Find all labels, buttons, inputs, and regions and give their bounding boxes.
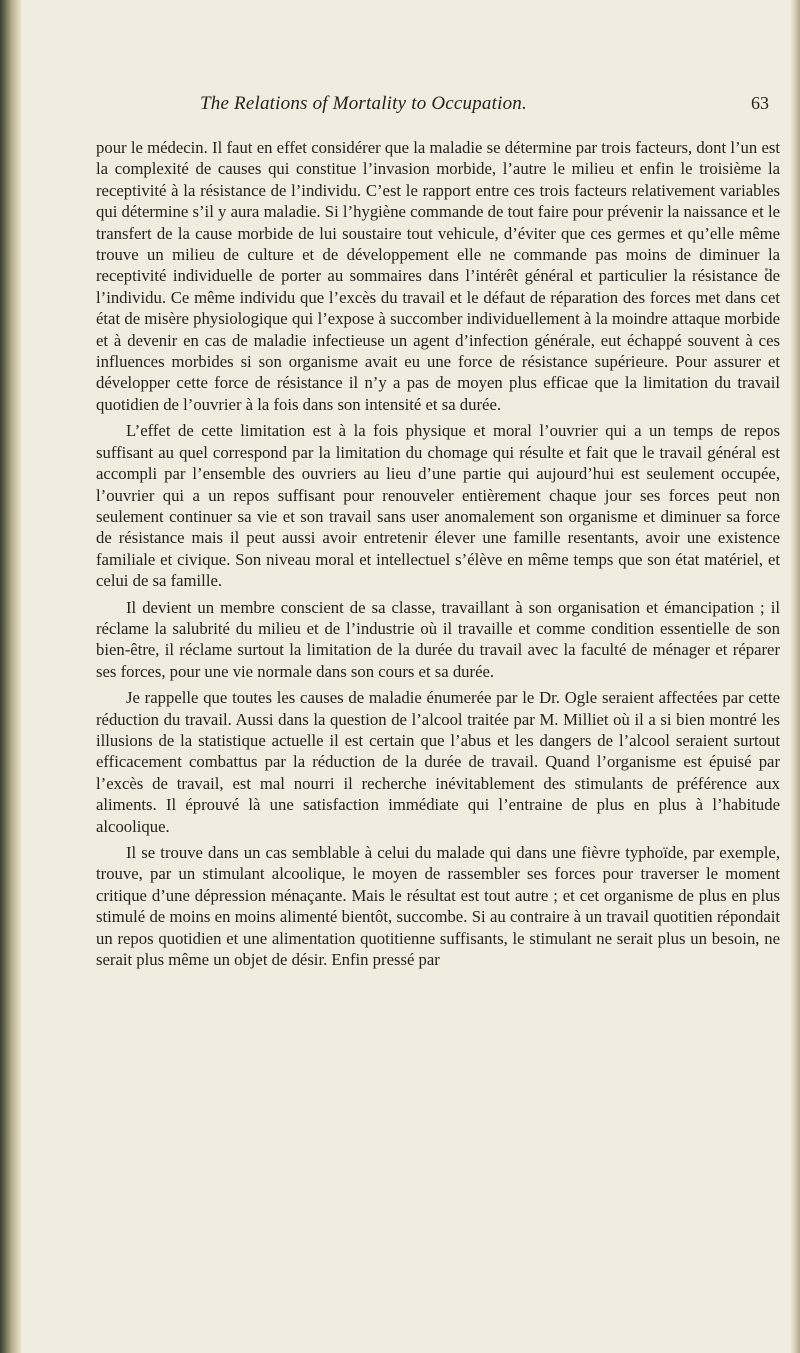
page-binding-edge bbox=[0, 0, 22, 1353]
running-title: The Relations of Mortality to Occupation. bbox=[200, 93, 527, 114]
paragraph: Il se trouve dans un cas semblable à celui du malade qui dans une fièvre typhoïde, par exemple, trouve, par un stimulant alcoolique, le moyen de rassembler ses forces pour traverser le moment critique d’une dépression ménaçante. Mais le résultat est tout autre ; et cet organisme de plus en plus stimulé de moins en moins alimenté bientôt, succombe. Si au contraire à un travail quotitien répondait un repos quotidien et une alimentation quotitienne suffisants, le stimulant ne serait plus un besoin, ne serait plus même un objet de désir. Enfin pressé par bbox=[96, 843, 780, 970]
paragraph: Je rappelle que toutes les causes de maladie énumerée par le Dr. Ogle seraient affectées par cette réduction du travail. Aussi dans la question de l’alcool traitée par M. Milliet où il a si bien montré les illusions de la statistique actuelle il est certain que l’abus et les dangers de l’alcool seraient surtout efficacement combattus par la réduction de la durée de travail. Quand l’organisme est épuisé par l’excès de travail, est mal nourri il recherche inévitablement des stimulants de préférence aux aliments. Il éprouvé là une satisfaction immédiate qui l’entraine de plus en plus à l’habitude alcoolique. bbox=[96, 688, 780, 836]
paragraph: L’effet de cette limitation est à la fois physique et moral l’ouvrier qui a un temps de repos suffisant au quel correspond par la limitation du chomage qui résulte et fait que le travail général est accompli par l’ensemble des ouvriers au lieu d’une partie qui aujourd’hui est seulement occupée, l’ouvrier qui a un repos suffisant pour renouveler entièrement chaque jour ses forces peut non seulement continuer sa vie et son travail sans user anomalement son organisme et diminuer sa force de résistance mais il peut aussi avoir entretenir élever une famille resentants, avoir une existence familiale et civique. Son niveau moral et intellectuel s’élève en même temps que son état matériel, et celui de sa famille. bbox=[96, 421, 780, 591]
page-header bbox=[96, 93, 776, 117]
page-number: 63 bbox=[751, 93, 769, 113]
paragraph: pour le médecin. Il faut en effet considérer que la maladie se détermine par trois facteurs, dont l’un est la complexité de causes qui constitue l’invasion morbide, l’autre le milieu et enfin le troisième la receptivité à la résistance de l’individu. C’est le rapport entre ces trois facteurs relativement variables qui détermine s’il y aura maladie. Si l’hygiène commande de tout faire pour prévenir la naissance et le transfert de la cause morbide de lui soustaire tout vehicule, d’éviter que ces germes et qu’elle même trouve un milieu de culture et de développement elle ne commande pas moins de diminuer la receptivité individuelle de porter au sommaires dans l’intérêt général et particulier la résistance de l’individu. Ce même individu que l’excès du travail et le défaut de réparation des forces met dans cet état de misère physiologique qui l’expose à succomber individuellement à la moindre attaque morbide et à devenir en cas de maladie infectieuse un agent d’infection générale, eut échappé souvent à ces influences morbides si son organisme avait eu une force de résistance supérieure. Pour assurer et développer cette force de résistance il n’y a pas de moyen plus efficae que la limitation du travail quotidien de l’ouvrier à la fois dans son intensité et sa durée. bbox=[96, 138, 780, 414]
page-right-edge bbox=[790, 0, 800, 1353]
body-text bbox=[96, 137, 780, 975]
paragraph: Il devient un membre conscient de sa classe, travaillant à son organisation et émancipation ; il réclame la salubrité du milieu et de l’industrie où il travaille et comme condition essentielle de son bien-être, il réclame surtout la limitation de la durée du travail avec la faculté de ménager et réparer ses forces, pour une vie normale dans son cours et sa durée. bbox=[96, 597, 780, 681]
